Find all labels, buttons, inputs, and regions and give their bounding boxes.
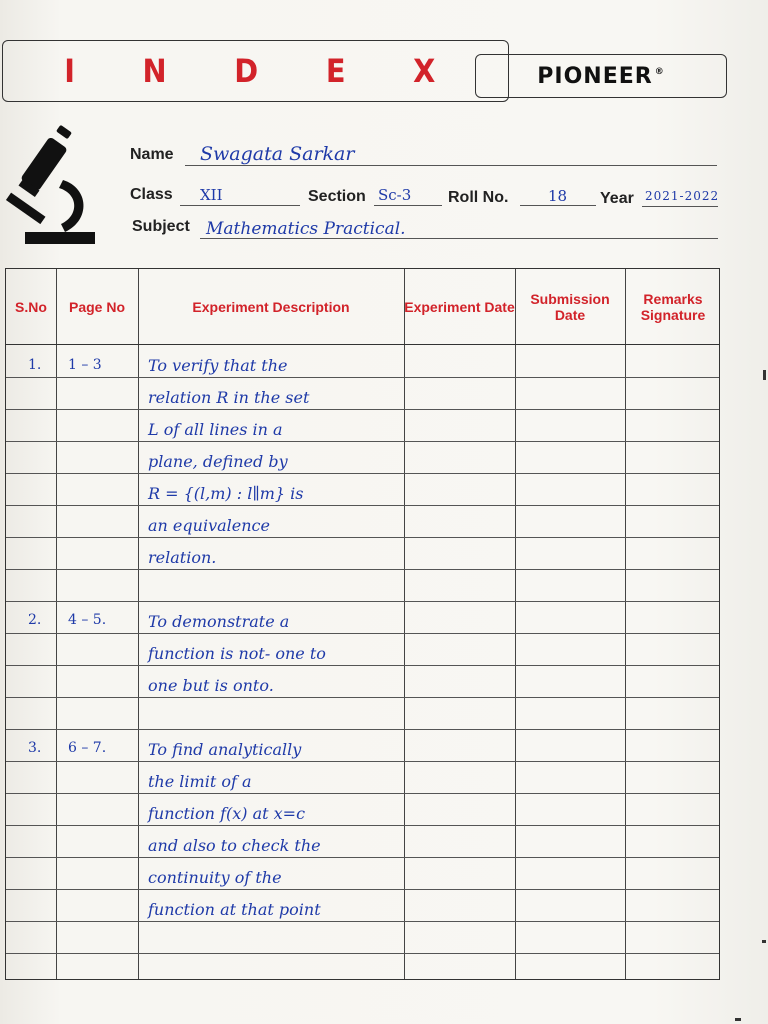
row-line <box>6 889 719 890</box>
roll-line <box>520 205 596 206</box>
row-line <box>6 697 719 698</box>
edge-mark <box>763 370 766 380</box>
entry-3-line: the limit of a <box>148 772 252 791</box>
entry-1-line: R = {(l,m) : l∥m} is <box>148 484 304 503</box>
entry-2-page: 4 – 5. <box>68 612 107 628</box>
entry-1-line: To verify that the <box>148 356 288 375</box>
class-value: XII <box>200 186 223 204</box>
entry-3-line: continuity of the <box>148 868 282 887</box>
row-line <box>6 409 719 410</box>
brand-box <box>475 54 727 98</box>
row-line <box>6 857 719 858</box>
section-label: Section <box>308 188 366 205</box>
name-value: Swagata Sarkar <box>200 143 355 165</box>
entry-1-line: plane, defined by <box>148 452 288 471</box>
entry-3-line: To find analytically <box>148 740 302 759</box>
entry-3-page: 6 – 7. <box>68 740 107 756</box>
header-divider <box>6 344 719 345</box>
row-line <box>6 665 719 666</box>
section-value: Sc-3 <box>378 186 412 204</box>
col-divider <box>625 269 626 979</box>
microscope-icon <box>5 122 100 247</box>
entry-3-line: and also to check the <box>148 836 321 855</box>
subject-label: Subject <box>132 218 190 235</box>
header-submission-date: Submission Date <box>530 291 610 323</box>
col-divider <box>56 269 57 979</box>
row-line <box>6 761 719 762</box>
entry-2-sno: 2. <box>28 612 42 628</box>
class-label: Class <box>130 186 173 203</box>
row-line <box>6 569 719 570</box>
row-line <box>6 825 719 826</box>
header-page-no: Page No <box>68 299 125 315</box>
header-sno: S.No <box>15 299 47 315</box>
row-line <box>6 793 719 794</box>
entry-1-line: L of all lines in a <box>148 420 283 439</box>
name-line <box>185 165 717 166</box>
row-line <box>6 505 719 506</box>
row-line <box>6 921 719 922</box>
index-header-box <box>2 40 509 102</box>
col-divider <box>138 269 139 979</box>
brand-logo: PIONEER ® <box>537 63 665 89</box>
row-line <box>6 633 719 634</box>
entry-1-sno: 1. <box>28 357 42 373</box>
roll-value: 18 <box>548 187 568 205</box>
edge-mark <box>735 1018 741 1021</box>
row-line <box>6 601 719 602</box>
entry-3-line: function f(x) at x=c <box>148 804 306 823</box>
roll-label: Roll No. <box>448 189 509 206</box>
year-line <box>642 206 718 207</box>
entry-1-line: relation R in the set <box>148 388 310 407</box>
entry-3-sno: 3. <box>28 740 42 756</box>
col-divider <box>404 269 405 979</box>
header-experiment-description: Experiment Description <box>192 299 350 315</box>
index-title: I N D E X <box>64 52 465 90</box>
row-line <box>6 953 719 954</box>
subject-value: Mathematics Practical. <box>206 219 406 239</box>
year-label: Year <box>600 190 634 207</box>
entry-1-line: an equivalence <box>148 516 270 535</box>
entry-1-line: relation. <box>148 548 217 567</box>
index-table <box>5 268 720 980</box>
row-line <box>6 473 719 474</box>
name-label: Name <box>130 146 174 163</box>
row-line <box>6 729 719 730</box>
entry-2-line: To demonstrate a <box>148 612 290 631</box>
header-remarks-signature: Remarks Signature <box>640 291 706 323</box>
section-line <box>374 205 442 206</box>
col-divider <box>515 269 516 979</box>
entry-2-line: one but is onto. <box>148 676 274 695</box>
entry-3-line: function at that point <box>148 900 321 919</box>
row-line <box>6 537 719 538</box>
row-line <box>6 377 719 378</box>
row-line <box>6 441 719 442</box>
class-line <box>180 205 300 206</box>
edge-mark <box>762 940 766 943</box>
entry-1-page: 1 – 3 <box>68 357 102 373</box>
entry-2-line: function is not- one to <box>148 644 326 663</box>
year-value: 2021-2022 <box>645 189 720 203</box>
header-experiment-date: Experiment Date <box>404 299 515 315</box>
